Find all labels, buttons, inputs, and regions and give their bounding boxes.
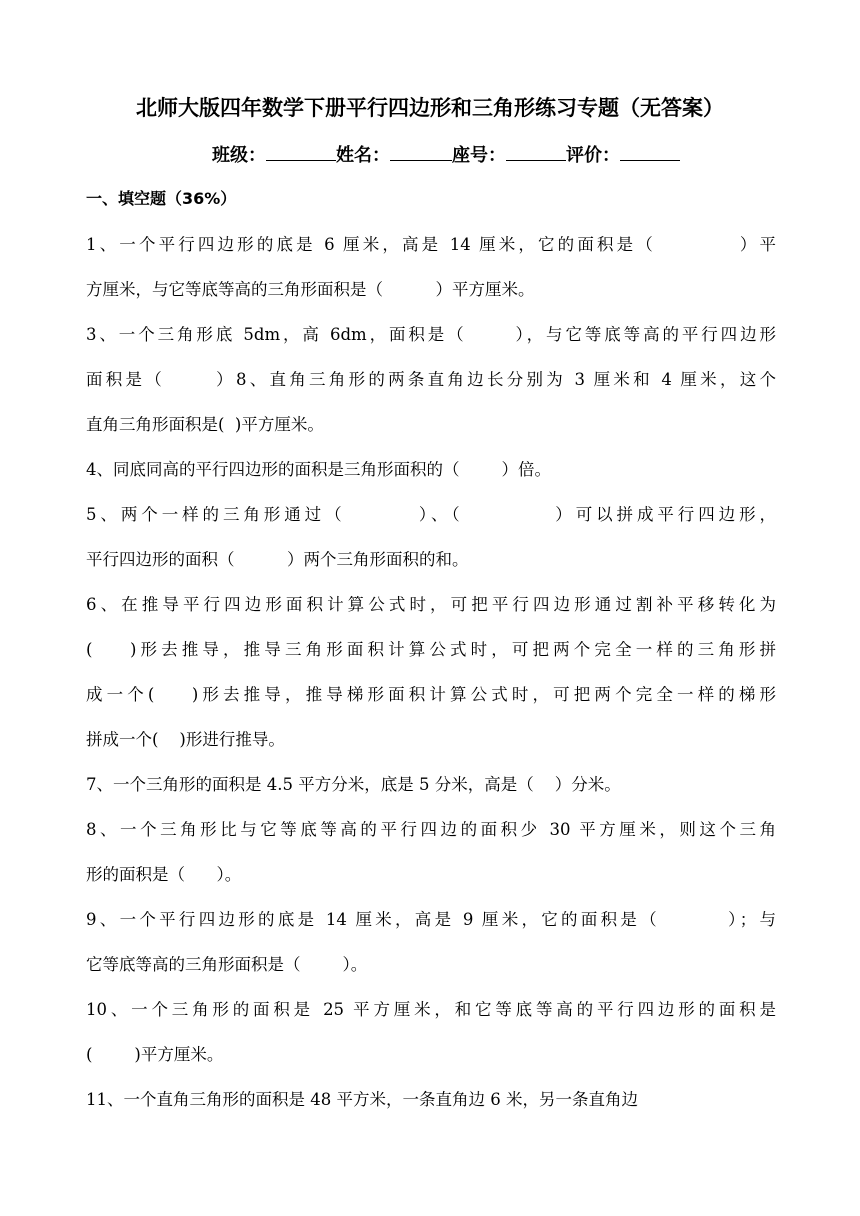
- seat-blank: [506, 140, 566, 161]
- question-line: 5、两个一样的三角形通过（ ）、（ ）可以拼成平行四边形，: [86, 505, 776, 524]
- name-blank: [390, 140, 452, 161]
- question-line: 拼成一个( )形进行推导。: [86, 730, 285, 749]
- question-line: 平行四边形的面积（ ）两个三角形面积的和。: [86, 550, 469, 569]
- question-line: 7、一个三角形的面积是 4.5 平方分米，底是 5 分米，高是（ ）分米。: [86, 775, 621, 794]
- question-line: 面积是（ ）8、直角三角形的两条直角边长分别为 3 厘米和 4 厘米，这个: [86, 370, 776, 389]
- student-info-row: [212, 140, 680, 171]
- seat-label: 座号：: [452, 145, 506, 166]
- page-title: 北师大版四年数学下册平行四边形和三角形练习专题（无答案）: [136, 96, 724, 120]
- question-line: 方厘米，与它等底等高的三角形面积是（ ）平方厘米。: [86, 280, 535, 299]
- class-blank: [266, 140, 336, 161]
- question-line: 11、一个直角三角形的面积是 48 平方米，一条直角边 6 米，另一条直角边: [86, 1090, 638, 1109]
- name-label: 姓名：: [336, 145, 390, 166]
- question-line: 10、一个三角形的面积是 25 平方厘米，和它等底等高的平行四边形的面积是: [86, 1000, 776, 1019]
- question-line: 3、一个三角形底 5dm，高 6dm，面积是（ ），与它等底等高的平行四边形: [86, 325, 776, 344]
- question-line: 它等底等高的三角形面积是（ ）。: [86, 955, 368, 974]
- section-heading-fill-in: 一、填空题（36%）: [86, 189, 237, 208]
- question-line: 9、一个平行四边形的底是 14 厘米，高是 9 厘米，它的面积是（ ）；与: [86, 910, 776, 929]
- question-line: 4、同底同高的平行四边形的面积是三角形面积的（ ）倍。: [86, 460, 551, 479]
- question-line: 8、一个三角形比与它等底等高的平行四边的面积少 30 平方厘米，则这个三角: [86, 820, 776, 839]
- question-line: 成一个( )形去推导，推导梯形面积计算公式时，可把两个完全一样的梯形: [86, 685, 776, 704]
- question-line: ( )平方厘米。: [86, 1045, 224, 1064]
- question-line: ( )形去推导，推导三角形面积计算公式时，可把两个完全一样的三角形拼: [86, 640, 776, 659]
- question-line: 形的面积是（ ）。: [86, 865, 242, 884]
- question-line: 1、一个平行四边形的底是 6 厘米，高是 14 厘米，它的面积是（ ）平: [86, 235, 776, 254]
- evaluation-label: 评价：: [566, 145, 620, 166]
- question-line: 直角三角形面积是( )平方厘米。: [86, 415, 324, 434]
- evaluation-blank: [620, 140, 680, 161]
- class-label: 班级：: [212, 145, 266, 166]
- question-line: 6、在推导平行四边形面积计算公式时，可把平行四边形通过割补平移转化为: [86, 595, 776, 614]
